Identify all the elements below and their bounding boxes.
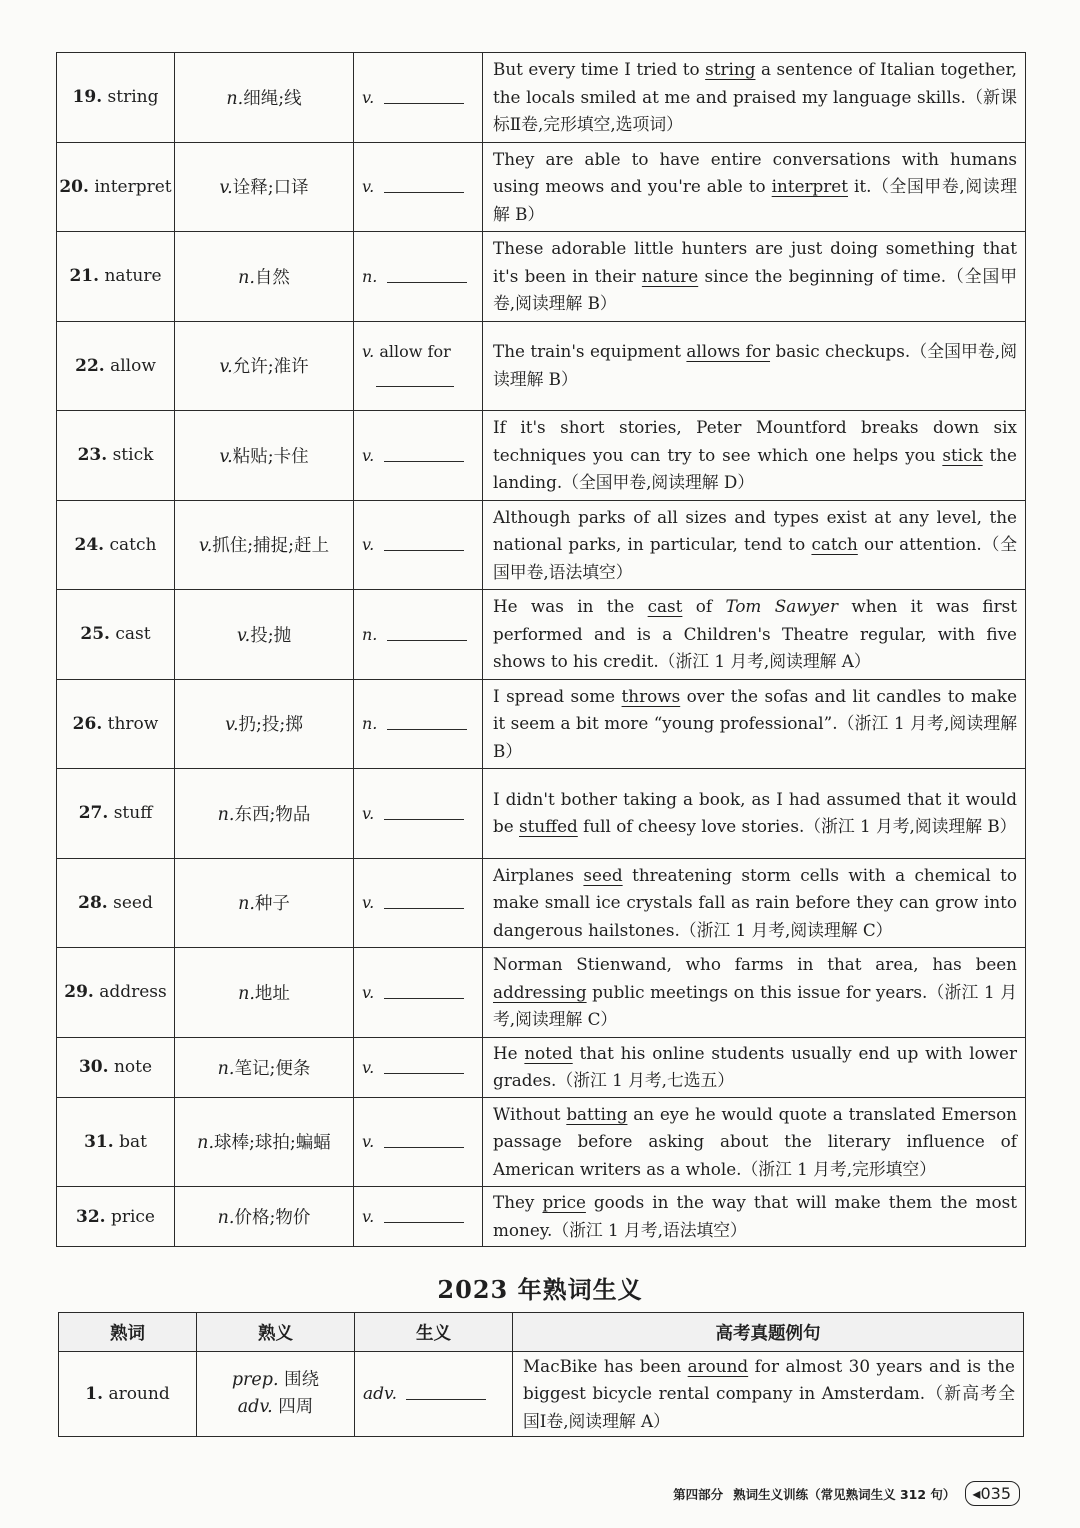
- answer-blank[interactable]: [384, 178, 464, 193]
- example-cell: [483, 53, 1026, 143]
- example-cell: [483, 142, 1026, 232]
- row-number: 26.: [72, 713, 103, 734]
- table-row: [57, 858, 1026, 948]
- meaning-cell: [175, 411, 354, 501]
- footer-part: 第四部分: [673, 1486, 724, 1502]
- example-text: They are able to have entire conversations with humans using meows and you're able to: [493, 148, 1017, 196]
- table-row: [57, 1187, 1026, 1247]
- example-title: Tom Sawyer: [725, 596, 838, 616]
- page-number: [965, 1481, 1020, 1506]
- example-keyword: batting: [566, 1103, 628, 1124]
- table-row: [57, 590, 1026, 680]
- example-keyword: throws: [621, 685, 681, 706]
- example-text: Although parks of all sizes and types exist at any level, the national parks, in particular, tend to: [493, 506, 1017, 554]
- table-row: [57, 232, 1026, 322]
- table-row: [57, 769, 1026, 859]
- row-number: 22.: [75, 355, 105, 376]
- word-cell: [57, 948, 175, 1038]
- pos-label: v.: [225, 715, 239, 736]
- pos-label: v.: [362, 341, 375, 361]
- meaning-cell: [175, 948, 354, 1038]
- pos-label: v.: [362, 177, 375, 197]
- example-text: public meetings on this issue for years.（浙江 1 月考,阅读理解 C）: [493, 981, 1017, 1029]
- table-row: [57, 948, 1026, 1038]
- footer-subtitle: 熟词生义训练（常见熟词生义 312 句）: [733, 1486, 956, 1502]
- row-number: 1.: [85, 1384, 104, 1404]
- meaning: 笔记;便条: [234, 1058, 311, 1079]
- meaning-cell: [175, 1187, 354, 1247]
- table-row: [57, 1097, 1026, 1187]
- pos-label: v.: [236, 625, 251, 646]
- pos-label: n.: [362, 624, 378, 644]
- example-keyword: allows for: [686, 341, 771, 362]
- example-cell: [483, 769, 1026, 859]
- pos-label: v.: [362, 445, 375, 465]
- table-row: [57, 142, 1026, 232]
- pos-label: n.: [362, 266, 378, 286]
- answer-blank[interactable]: [384, 894, 464, 909]
- word: string: [107, 87, 159, 108]
- answer-blank[interactable]: [384, 447, 464, 462]
- pos-label: n.: [238, 894, 255, 915]
- word-cell: [57, 53, 175, 143]
- header-familiar-word: 熟词: [59, 1313, 197, 1352]
- meaning: 诠释;口译: [232, 178, 309, 199]
- word: nature: [104, 266, 162, 287]
- example-cell: [513, 1352, 1024, 1437]
- page-number-value: 035: [980, 1484, 1011, 1503]
- example-keyword: string: [705, 59, 756, 79]
- example-cell: [483, 679, 1026, 769]
- new-meaning-cell: [354, 232, 483, 322]
- example-text: threatening storm cells with a chemical to make small ice crystals fall as rain before they can grow into dangerous hailstones.（浙江 1 月考,阅读理解 C）: [493, 864, 1018, 940]
- word-cell: [59, 1352, 197, 1437]
- pos-label: n.: [226, 88, 244, 109]
- pos-label: v.: [362, 1057, 375, 1077]
- example-text: a sentence of Italian together, the locals smiled at me and praised my language skills.（新课标Ⅱ卷,完形填空,选项词）: [493, 59, 1017, 134]
- example-text: an eye he would quote a translated Emerson passage before asking about the literary influence of American writers as a whole.（浙江 1 月考,完形填空）: [493, 1103, 1017, 1179]
- example-keyword: interpret: [771, 176, 848, 196]
- word: allow: [110, 355, 156, 376]
- example-text: basic checkups.（全国甲卷,阅读理解 B）: [493, 341, 1017, 389]
- example-text: He was in the: [493, 596, 648, 616]
- row-number: 21.: [69, 266, 100, 287]
- example-text: I spread some: [493, 685, 622, 706]
- table-row: [57, 321, 1026, 411]
- word: price: [110, 1206, 155, 1227]
- example-text: He: [493, 1042, 525, 1063]
- word-cell: [57, 232, 175, 322]
- row-number: 19.: [72, 87, 103, 108]
- table-row: [57, 679, 1026, 769]
- example-cell: [483, 948, 1026, 1038]
- example-keyword: stick: [942, 444, 983, 465]
- example-text: If it's short stories, Peter Mountford breaks down six techniques you can try to see which one helps you: [493, 417, 1017, 465]
- new-meaning-cell: [354, 321, 483, 411]
- meaning-cell: [175, 1037, 354, 1097]
- new-meaning-cell: [354, 948, 483, 1038]
- example-text: Without: [493, 1103, 567, 1124]
- arrow-icon: ◂: [972, 1484, 981, 1503]
- new-meaning-cell: [354, 142, 483, 232]
- row-number: 23.: [77, 445, 108, 466]
- example-text: the landing.（全国甲卷,阅读理解 D）: [493, 444, 1017, 492]
- meaning: 抓住;捕捉;赶上: [212, 536, 330, 557]
- meaning: 围绕: [284, 1370, 320, 1390]
- meaning-cell: [175, 858, 354, 948]
- table-row: [57, 500, 1026, 590]
- example-text: for almost 30 years and is the biggest bicycle rental company in Amsterdam.（新高考全国Ⅰ卷,阅读理解 A）: [523, 1355, 1015, 1431]
- meaning-cell: [175, 500, 354, 590]
- example-cell: [483, 321, 1026, 411]
- answer-blank[interactable]: [384, 1059, 464, 1074]
- meaning: 投;抛: [250, 625, 292, 646]
- new-meaning-cell: [354, 769, 483, 859]
- pos-label: n.: [217, 804, 235, 825]
- word-cell: [57, 1097, 175, 1187]
- new-meaning-cell: [354, 1037, 483, 1097]
- word-cell: [57, 411, 175, 501]
- meaning-cell: [175, 590, 354, 680]
- pos-label: v.: [219, 446, 233, 467]
- example-keyword: catch: [811, 534, 858, 554]
- meaning: 扔;投;掷: [238, 715, 303, 736]
- row-number: 25.: [80, 624, 110, 645]
- word-cell: [57, 1037, 175, 1097]
- example-text: MacBike has been: [523, 1355, 688, 1376]
- pos-label: n.: [238, 983, 255, 1004]
- new-meaning-cell: [354, 1097, 483, 1187]
- answer-blank[interactable]: [384, 536, 464, 551]
- pos-label: v.: [219, 357, 233, 378]
- table-row: [57, 53, 1026, 143]
- word-cell: [57, 679, 175, 769]
- word: interpret: [94, 176, 172, 197]
- meaning: 四周: [278, 1397, 314, 1417]
- new-meaning-cell: [354, 500, 483, 590]
- vocab-table-2023: [58, 1312, 1024, 1437]
- meaning-cell: [175, 53, 354, 143]
- example-cell: [483, 411, 1026, 501]
- word: stick: [112, 445, 154, 466]
- row-number: 27.: [78, 803, 109, 824]
- pos-label: adv.: [237, 1397, 273, 1417]
- example-cell: [483, 590, 1026, 680]
- example-keyword: addressing: [493, 981, 587, 1002]
- word-cell: [57, 142, 175, 232]
- word: stuff: [113, 803, 153, 824]
- pos-label: n.: [362, 714, 378, 734]
- example-text: They: [493, 1192, 543, 1212]
- meaning: 地址: [254, 983, 290, 1004]
- row-number: 30.: [78, 1057, 109, 1077]
- row-number: 29.: [64, 982, 94, 1003]
- meaning: 种子: [254, 894, 290, 915]
- row-number: 32.: [75, 1206, 106, 1227]
- pos-label: n.: [217, 1208, 235, 1228]
- word: bat: [119, 1131, 147, 1152]
- example-text: But every time I tried to: [493, 59, 706, 79]
- word: address: [99, 982, 167, 1003]
- meaning-cell: [175, 769, 354, 859]
- row-number: 24.: [74, 534, 105, 555]
- answer-blank[interactable]: [387, 626, 467, 641]
- header-familiar-meaning: 熟义: [197, 1313, 355, 1352]
- new-meaning-cell: [355, 1352, 513, 1437]
- example-keyword: cast: [647, 596, 683, 616]
- meaning: 细绳;线: [243, 88, 302, 109]
- answer-blank[interactable]: [384, 1133, 464, 1148]
- pos-label: v.: [362, 893, 375, 913]
- meaning-cell: [175, 232, 354, 322]
- answer-blank[interactable]: [387, 715, 467, 730]
- example-text: I didn't bother taking a book, as I had assumed that it would be: [493, 788, 1017, 837]
- meaning: 粘贴;卡住: [232, 446, 309, 467]
- new-meaning-cell: [354, 1187, 483, 1247]
- row-number: 31.: [84, 1131, 114, 1152]
- meaning-cell: [175, 1097, 354, 1187]
- new-meaning-cell: [354, 679, 483, 769]
- meaning-cell: [175, 321, 354, 411]
- answer-blank[interactable]: [384, 984, 464, 999]
- example-text: over the sofas and lit candles to make it seem a bit more “young professional”.（浙江 1 月考,阅读理解 B）: [493, 685, 1017, 761]
- meaning: 球棒;球拍;蝙蝠: [214, 1133, 331, 1154]
- new-meaning-cell: [354, 53, 483, 143]
- word: cast: [115, 624, 151, 645]
- word: note: [113, 1057, 153, 1077]
- table-row: [57, 411, 1026, 501]
- example-cell: [483, 500, 1026, 590]
- meaning-cell: [175, 679, 354, 769]
- example-keyword: nature: [641, 265, 699, 286]
- meaning: 价格;物价: [234, 1208, 311, 1228]
- example-keyword: price: [542, 1192, 586, 1212]
- example-text: of: [682, 596, 726, 616]
- new-meaning-hint: allow for: [379, 341, 451, 361]
- section-title: 2023 年熟词生义: [437, 1275, 643, 1304]
- new-meaning-cell: [354, 858, 483, 948]
- table-row: [59, 1352, 1024, 1437]
- pos-label: v.: [362, 87, 375, 107]
- example-keyword: stuffed: [519, 816, 578, 837]
- pos-label: n.: [197, 1133, 215, 1154]
- example-cell: [483, 1097, 1026, 1187]
- example-text: These adorable little hunters are just doing something that it's been in their: [493, 238, 1017, 286]
- meaning-cell: [197, 1352, 355, 1437]
- pos-label: n.: [238, 267, 255, 288]
- pos-label: v.: [219, 178, 233, 199]
- pos-label: adv.: [363, 1384, 398, 1404]
- example-keyword: seed: [583, 864, 623, 885]
- pos-label: v.: [362, 982, 375, 1002]
- meaning: 自然: [254, 267, 290, 288]
- word: catch: [109, 534, 157, 555]
- table-row: [57, 1037, 1026, 1097]
- example-cell: [483, 858, 1026, 948]
- word-cell: [57, 1187, 175, 1247]
- example-text: it.（全国甲卷,阅读理解 B）: [493, 176, 1017, 224]
- example-text: our attention.（全国甲卷,语法填空）: [493, 534, 1017, 582]
- page-footer: [673, 1481, 1020, 1506]
- answer-blank[interactable]: [387, 268, 467, 283]
- header-new-meaning: 生义: [355, 1313, 513, 1352]
- header-example-sentence: 高考真题例句: [513, 1313, 1024, 1352]
- pos-label: v.: [362, 1207, 375, 1226]
- example-text: Norman Stienwand, who farms in that area, has been: [493, 954, 1017, 974]
- meaning-cell: [175, 142, 354, 232]
- pos-label: prep.: [231, 1370, 279, 1390]
- example-text: full of cheesy love stories.（浙江 1 月考,阅读理解 B）: [577, 816, 1017, 837]
- example-text: The train's equipment: [493, 341, 687, 362]
- example-text: Airplanes: [493, 864, 584, 885]
- example-text: since the beginning of time.（全国甲卷,阅读理解 B）: [493, 265, 1017, 313]
- example-cell: [483, 232, 1026, 322]
- word-cell: [57, 590, 175, 680]
- row-number: 28.: [78, 892, 108, 913]
- example-text: that his online students usually end up with lower grades.（浙江 1 月考,七选五）: [493, 1042, 1017, 1090]
- pos-label: v.: [362, 535, 375, 555]
- vocab-table: [56, 52, 1026, 1247]
- example-keyword: around: [687, 1355, 749, 1376]
- example-keyword: noted: [524, 1042, 573, 1063]
- word: seed: [113, 892, 153, 913]
- example-text: goods in the way that will make them the most money.（浙江 1 月考,语法填空）: [493, 1192, 1017, 1240]
- pos-label: v.: [198, 536, 213, 557]
- pos-label: n.: [217, 1058, 235, 1079]
- example-cell: [483, 1187, 1026, 1247]
- example-text: when it was first performed and is a Children's Theatre regular, with five shows to his credit.（浙江 1 月考,阅读理解 A）: [493, 596, 1017, 671]
- pos-label: v.: [362, 1132, 375, 1152]
- word-cell: [57, 769, 175, 859]
- meaning: 允许;准许: [232, 357, 309, 378]
- answer-blank[interactable]: [376, 372, 454, 387]
- word-cell: [57, 500, 175, 590]
- pos-label: v.: [362, 803, 375, 823]
- meaning: 东西;物品: [234, 804, 311, 825]
- answer-blank[interactable]: [384, 89, 464, 104]
- new-meaning-cell: [354, 590, 483, 680]
- answer-blank[interactable]: [406, 1385, 486, 1400]
- answer-blank[interactable]: [384, 1208, 464, 1223]
- answer-blank[interactable]: [384, 805, 464, 820]
- row-number: 20.: [59, 176, 89, 197]
- word-cell: [57, 321, 175, 411]
- new-meaning-cell: [354, 411, 483, 501]
- word-cell: [57, 858, 175, 948]
- word: around: [108, 1384, 170, 1404]
- example-cell: [483, 1037, 1026, 1097]
- word: throw: [107, 713, 159, 734]
